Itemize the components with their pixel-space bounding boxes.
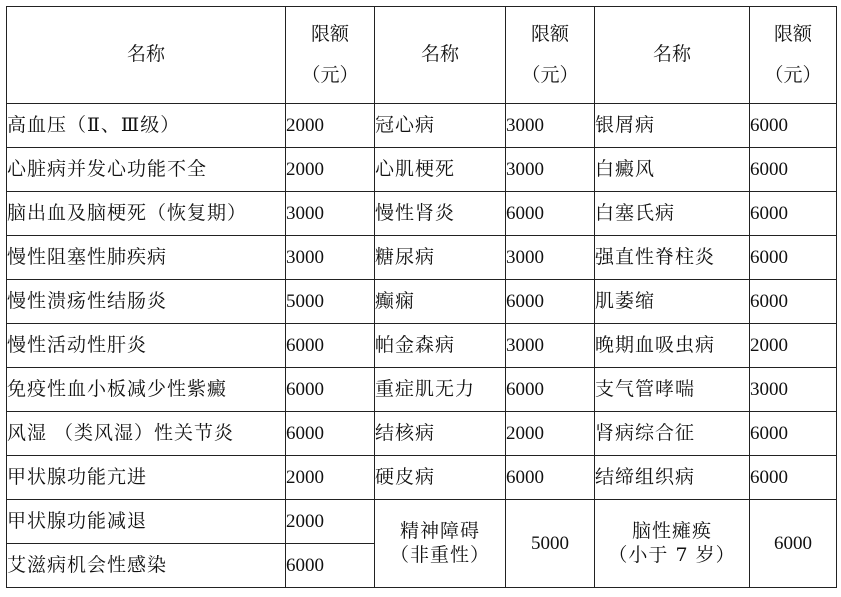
disease-name: 重症肌无力 xyxy=(375,368,506,412)
limit-amount: 6000 xyxy=(750,192,837,236)
disease-name: 硬皮病 xyxy=(375,456,506,500)
table-row xyxy=(7,412,837,456)
limit-amount: 6000 xyxy=(506,192,595,236)
limit-amount: 2000 xyxy=(750,324,837,368)
limit-amount: 6000 xyxy=(750,280,837,324)
disease-name: 慢性阻塞性肺疾病 xyxy=(7,236,286,280)
disease-name: 心肌梗死 xyxy=(375,148,506,192)
disease-name-line: 脑性瘫痪 xyxy=(631,519,712,542)
limit-amount-merged: 6000 xyxy=(750,500,837,588)
disease-name: 肾病综合征 xyxy=(595,412,750,456)
disease-name: 癫痫 xyxy=(375,280,506,324)
disease-name-merged xyxy=(375,500,506,588)
limit-amount: 6000 xyxy=(286,368,375,412)
disease-name: 支气管哮喘 xyxy=(595,368,750,412)
limit-amount: 6000 xyxy=(506,456,595,500)
limit-amount: 6000 xyxy=(750,456,837,500)
table-row xyxy=(7,236,837,280)
disease-name: 结核病 xyxy=(375,412,506,456)
limit-amount: 6000 xyxy=(750,236,837,280)
disease-name: 冠心病 xyxy=(375,104,506,148)
limit-amount: 6000 xyxy=(750,148,837,192)
limit-amount: 2000 xyxy=(506,412,595,456)
disease-name: 银屑病 xyxy=(595,104,750,148)
disease-name: 结缔组织病 xyxy=(595,456,750,500)
limit-amount: 2000 xyxy=(286,104,375,148)
limit-amount: 3000 xyxy=(750,368,837,412)
header-amount-label: 限额 xyxy=(310,23,349,45)
header-name-1: 名称 xyxy=(7,7,286,104)
header-amount-3 xyxy=(750,7,837,104)
disease-name-line: 精神障碍 xyxy=(399,519,480,542)
limit-amount: 6000 xyxy=(506,368,595,412)
table-row xyxy=(7,104,837,148)
disease-name: 艾滋病机会性感染 xyxy=(7,544,286,588)
disease-name: 强直性脊柱炎 xyxy=(595,236,750,280)
header-name-2: 名称 xyxy=(375,7,506,104)
header-amount-label: 限额 xyxy=(773,23,812,45)
disease-name: 晚期血吸虫病 xyxy=(595,324,750,368)
table-row xyxy=(7,500,837,544)
header-row xyxy=(7,7,837,104)
disease-name: 帕金森病 xyxy=(375,324,506,368)
limit-amount: 6000 xyxy=(286,544,375,588)
disease-name: 免疫性血小板减少性紫癜 xyxy=(7,368,286,412)
limit-amount: 2000 xyxy=(286,456,375,500)
header-amount-label: 限额 xyxy=(530,23,569,45)
limit-amount: 6000 xyxy=(286,412,375,456)
header-amount-unit: （元） xyxy=(521,64,579,86)
disease-name-note: （小于 7 岁） xyxy=(608,543,736,566)
table-row xyxy=(7,148,837,192)
limit-amount-merged: 5000 xyxy=(506,500,595,588)
disease-name-note: （非重性） xyxy=(389,543,490,566)
disease-name: 糖尿病 xyxy=(375,236,506,280)
table-row xyxy=(7,368,837,412)
disease-name: 慢性溃疡性结肠炎 xyxy=(7,280,286,324)
disease-name: 脑出血及脑梗死（恢复期） xyxy=(7,192,286,236)
disease-name: 白癜风 xyxy=(595,148,750,192)
disease-name: 心脏病并发心功能不全 xyxy=(7,148,286,192)
table-row xyxy=(7,280,837,324)
disease-name: 风湿 （类风湿）性关节炎 xyxy=(7,412,286,456)
table-row xyxy=(7,192,837,236)
limit-amount: 6000 xyxy=(750,104,837,148)
limit-amount: 6000 xyxy=(506,280,595,324)
disease-name: 高血压（Ⅱ、Ⅲ级） xyxy=(7,104,286,148)
disease-name: 甲状腺功能减退 xyxy=(7,500,286,544)
header-amount-unit: （元） xyxy=(301,64,359,86)
table-row xyxy=(7,324,837,368)
limit-amount: 3000 xyxy=(286,192,375,236)
header-amount-2 xyxy=(506,7,595,104)
disease-name: 白塞氏病 xyxy=(595,192,750,236)
disease-name-merged xyxy=(595,500,750,588)
header-amount-1 xyxy=(286,7,375,104)
disease-limit-table xyxy=(6,6,837,588)
disease-name: 慢性活动性肝炎 xyxy=(7,324,286,368)
limit-amount: 3000 xyxy=(506,104,595,148)
header-name-3: 名称 xyxy=(595,7,750,104)
header-amount-unit: （元） xyxy=(764,64,822,86)
limit-amount: 3000 xyxy=(506,148,595,192)
limit-amount: 3000 xyxy=(506,236,595,280)
limit-amount: 5000 xyxy=(286,280,375,324)
limit-amount: 6000 xyxy=(286,324,375,368)
disease-name: 甲状腺功能亢进 xyxy=(7,456,286,500)
table-row xyxy=(7,456,837,500)
limit-amount: 2000 xyxy=(286,148,375,192)
limit-amount: 2000 xyxy=(286,500,375,544)
limit-amount: 3000 xyxy=(506,324,595,368)
disease-name: 肌萎缩 xyxy=(595,280,750,324)
disease-name: 慢性肾炎 xyxy=(375,192,506,236)
limit-amount: 3000 xyxy=(286,236,375,280)
limit-amount: 6000 xyxy=(750,412,837,456)
